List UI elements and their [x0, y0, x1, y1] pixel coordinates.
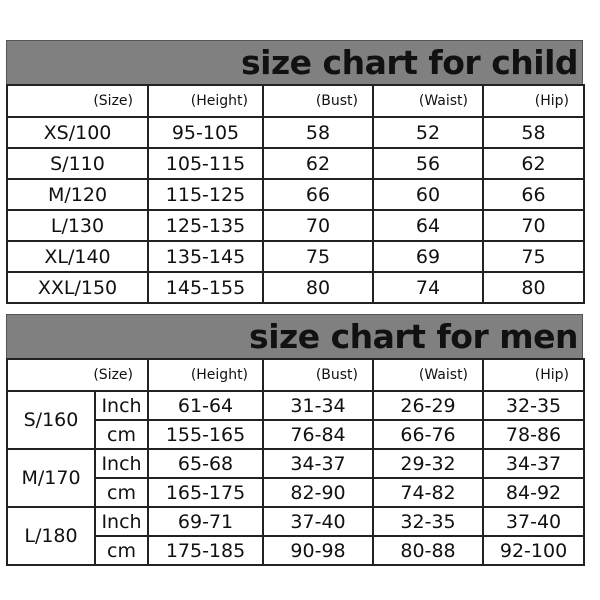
size-cell: S/110 — [7, 148, 148, 179]
size-cell: XL/140 — [7, 241, 148, 272]
height-cell: 105-115 — [148, 148, 263, 179]
table-row — [7, 241, 584, 272]
waist-cell: 26-29 — [373, 391, 483, 420]
bust-cell: 58 — [263, 117, 373, 148]
hip-cell: 80 — [483, 272, 584, 303]
bust-cell: 82-90 — [263, 478, 373, 507]
height-cell: 115-125 — [148, 179, 263, 210]
bust-cell: 37-40 — [263, 507, 373, 536]
height-cell: 95-105 — [148, 117, 263, 148]
child-header-height: (Height) — [148, 85, 263, 117]
child-chart-title-banner — [6, 40, 583, 86]
hip-cell: 34-37 — [483, 449, 584, 478]
table-row — [7, 507, 584, 536]
bust-cell: 66 — [263, 179, 373, 210]
hip-cell: 58 — [483, 117, 584, 148]
men-size-table — [6, 358, 585, 566]
size-cell: XS/100 — [7, 117, 148, 148]
height-cell: 165-175 — [148, 478, 263, 507]
height-cell: 125-135 — [148, 210, 263, 241]
child-size-table — [6, 84, 585, 304]
height-cell: 145-155 — [148, 272, 263, 303]
bust-cell: 80 — [263, 272, 373, 303]
table-row — [7, 449, 584, 478]
table-row — [7, 391, 584, 420]
men-header-waist: (Waist) — [373, 359, 483, 391]
child-header-bust: (Bust) — [263, 85, 373, 117]
bust-cell: 31-34 — [263, 391, 373, 420]
height-cell: 135-145 — [148, 241, 263, 272]
men-header-size: (Size) — [7, 359, 148, 391]
waist-cell: 64 — [373, 210, 483, 241]
waist-cell: 32-35 — [373, 507, 483, 536]
child-header-size: (Size) — [7, 85, 148, 117]
men-chart-title-banner — [6, 314, 583, 360]
bust-cell: 90-98 — [263, 536, 373, 565]
size-cell: L/130 — [7, 210, 148, 241]
bust-cell: 70 — [263, 210, 373, 241]
men-header-hip: (Hip) — [483, 359, 584, 391]
unit-cell: Inch — [95, 391, 148, 420]
hip-cell: 75 — [483, 241, 584, 272]
unit-cell: cm — [95, 536, 148, 565]
table-row — [7, 210, 584, 241]
waist-cell: 60 — [373, 179, 483, 210]
size-cell: M/170 — [7, 449, 95, 507]
waist-cell: 56 — [373, 148, 483, 179]
hip-cell: 66 — [483, 179, 584, 210]
waist-cell: 80-88 — [373, 536, 483, 565]
unit-cell: Inch — [95, 449, 148, 478]
table-row — [7, 117, 584, 148]
size-cell: L/180 — [7, 507, 95, 565]
hip-cell: 84-92 — [483, 478, 584, 507]
men-header-bust: (Bust) — [263, 359, 373, 391]
height-cell: 69-71 — [148, 507, 263, 536]
hip-cell: 92-100 — [483, 536, 584, 565]
size-cell: M/120 — [7, 179, 148, 210]
hip-cell: 62 — [483, 148, 584, 179]
height-cell: 155-165 — [148, 420, 263, 449]
hip-cell: 32-35 — [483, 391, 584, 420]
waist-cell: 66-76 — [373, 420, 483, 449]
unit-cell: cm — [95, 478, 148, 507]
bust-cell: 76-84 — [263, 420, 373, 449]
waist-cell: 29-32 — [373, 449, 483, 478]
hip-cell: 70 — [483, 210, 584, 241]
men-header-row — [7, 359, 584, 391]
height-cell: 175-185 — [148, 536, 263, 565]
child-header-row — [7, 85, 584, 117]
size-cell: S/160 — [7, 391, 95, 449]
hip-cell: 37-40 — [483, 507, 584, 536]
table-row — [7, 179, 584, 210]
child-header-hip: (Hip) — [483, 85, 584, 117]
waist-cell: 69 — [373, 241, 483, 272]
unit-cell: cm — [95, 420, 148, 449]
hip-cell: 78-86 — [483, 420, 584, 449]
child-header-waist: (Waist) — [373, 85, 483, 117]
bust-cell: 75 — [263, 241, 373, 272]
height-cell: 61-64 — [148, 391, 263, 420]
waist-cell: 74-82 — [373, 478, 483, 507]
unit-cell: Inch — [95, 507, 148, 536]
waist-cell: 74 — [373, 272, 483, 303]
bust-cell: 62 — [263, 148, 373, 179]
table-row — [7, 148, 584, 179]
men-header-height: (Height) — [148, 359, 263, 391]
waist-cell: 52 — [373, 117, 483, 148]
height-cell: 65-68 — [148, 449, 263, 478]
table-row — [7, 272, 584, 303]
men-chart-title: size chart for men — [249, 317, 578, 356]
child-chart-title: size chart for child — [241, 43, 578, 82]
size-cell: XXL/150 — [7, 272, 148, 303]
bust-cell: 34-37 — [263, 449, 373, 478]
